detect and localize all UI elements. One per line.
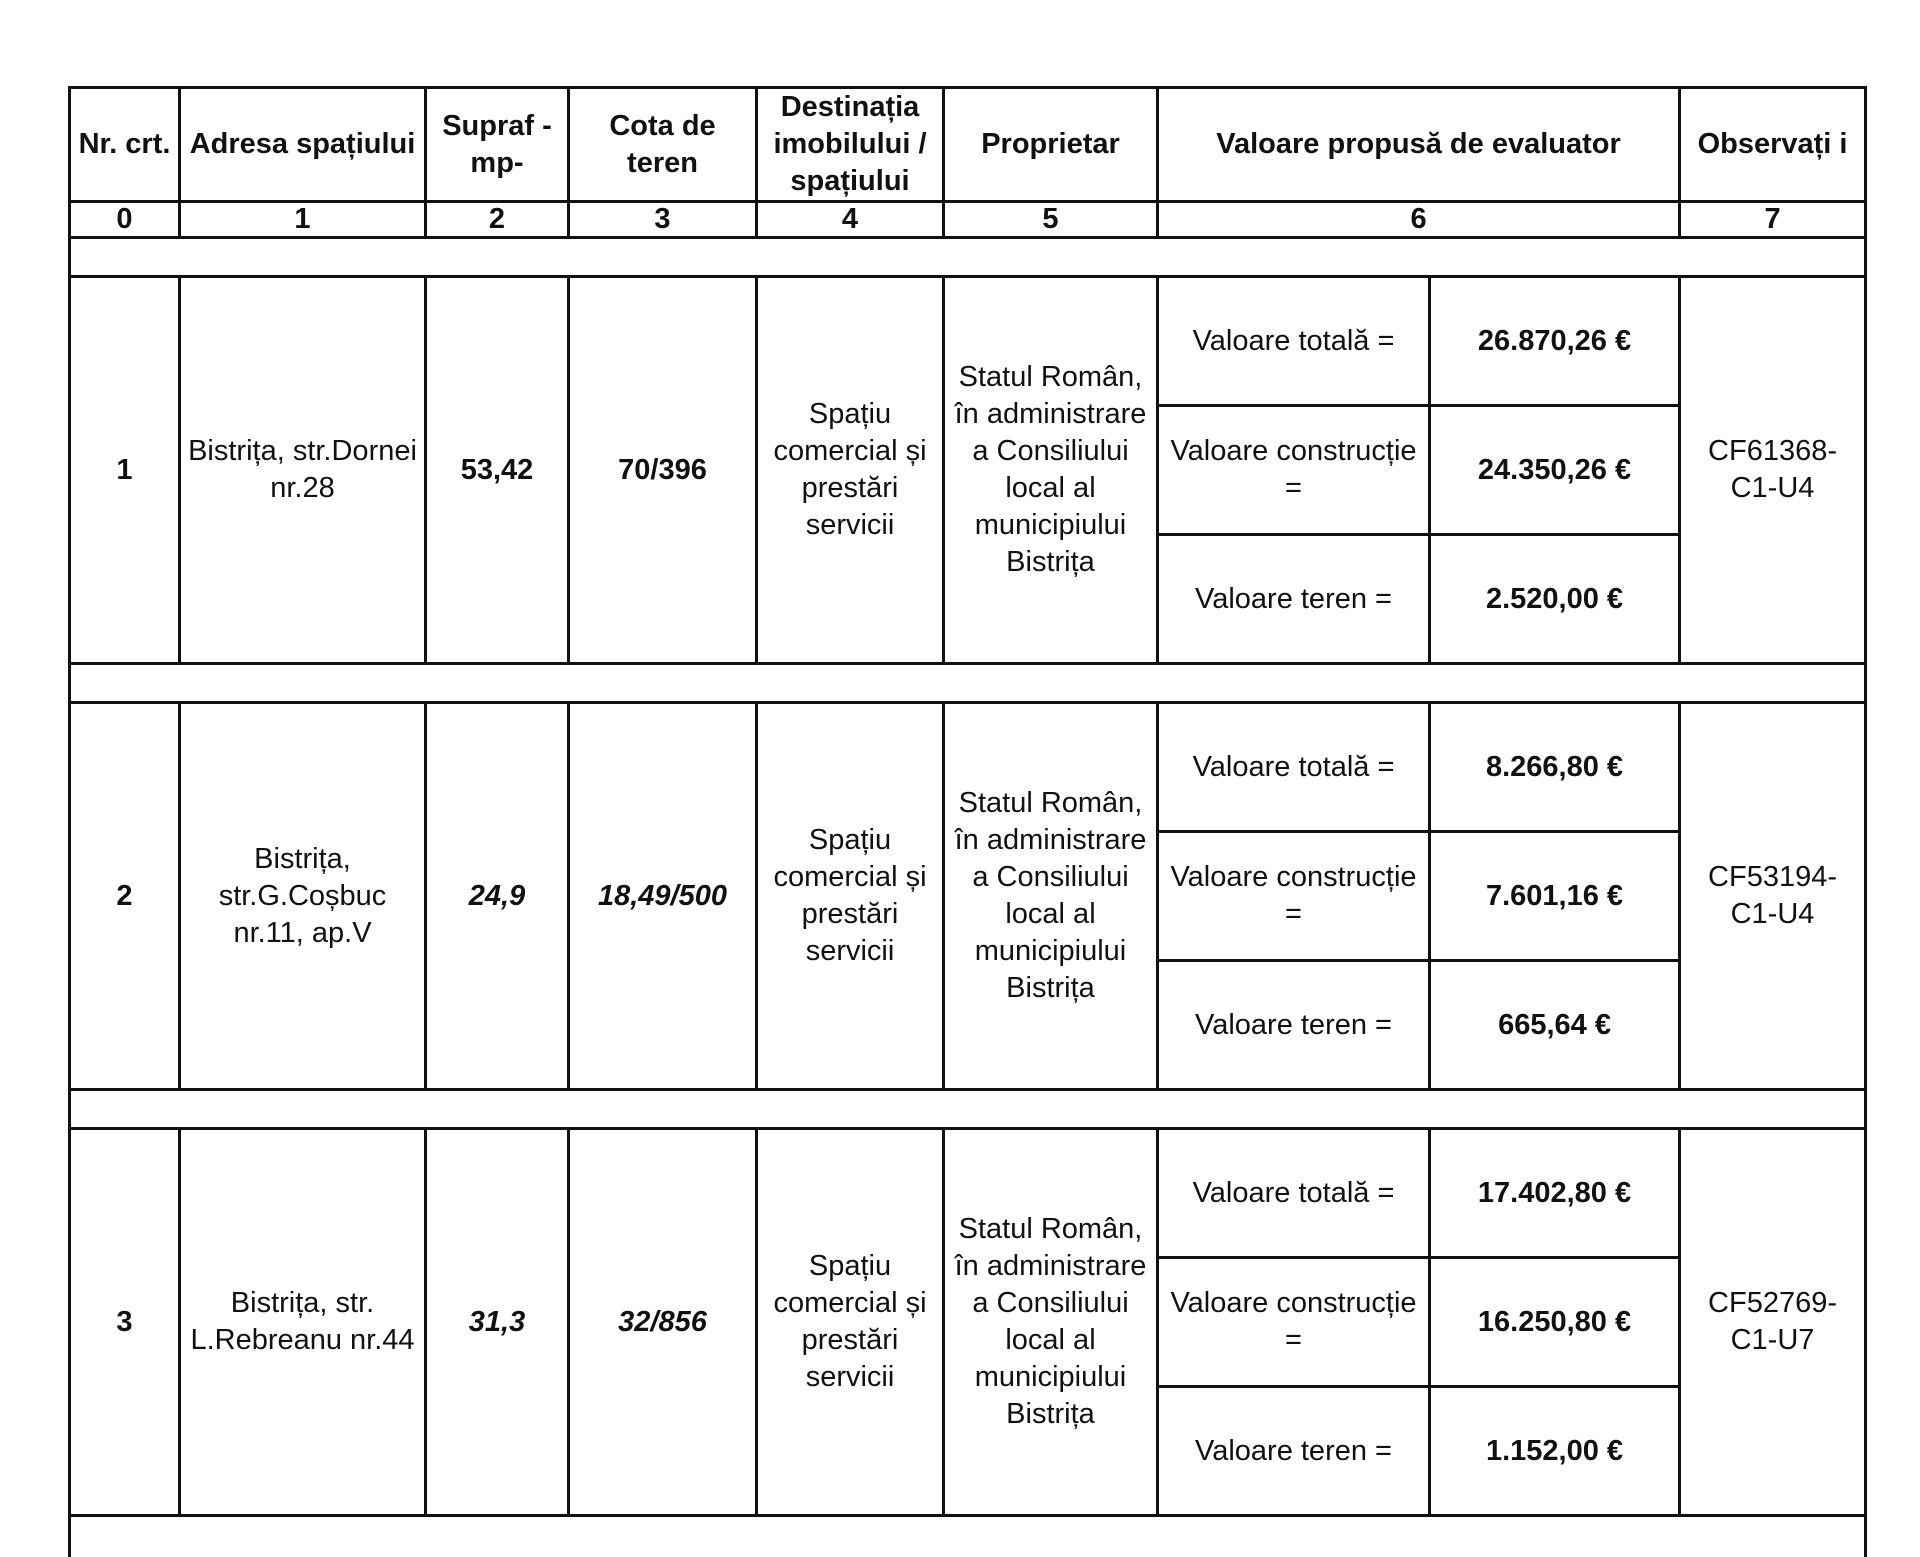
value-amount: 7.601,16 € [1430, 832, 1680, 961]
cell-cota: 18,49/500 [569, 703, 757, 1090]
column-number: 5 [944, 202, 1158, 238]
value-label: Valoare totală = [1158, 277, 1430, 406]
value-amount: 26.870,26 € [1430, 277, 1680, 406]
column-number-row [70, 202, 1866, 238]
valuation-table-sheet [68, 86, 1864, 1557]
value-amount: 17.402,80 € [1430, 1129, 1680, 1258]
cell-destinatia: Spațiu comercial și prestări servicii [757, 277, 944, 664]
cell-destinatia: Spațiu comercial și prestări servicii [757, 1129, 944, 1516]
column-number: 2 [426, 202, 569, 238]
value-amount: 24.350,26 € [1430, 406, 1680, 535]
cell-observatii: CF53194-C1-U4 [1680, 703, 1866, 1090]
separator-cell [70, 664, 1866, 703]
header-destinatia: Destinația imobilului / spațiului [757, 88, 944, 202]
separator-cell [70, 238, 1866, 277]
cell-nr: 3 [70, 1129, 180, 1516]
cell-nr: 2 [70, 703, 180, 1090]
cell-observatii: CF61368-C1-U4 [1680, 277, 1866, 664]
cell-supraf: 53,42 [426, 277, 569, 664]
value-label: Valoare teren = [1158, 1387, 1430, 1516]
cell-cota: 32/856 [569, 1129, 757, 1516]
column-number: 3 [569, 202, 757, 238]
valuation-table [68, 86, 1867, 1557]
value-label: Valoare teren = [1158, 535, 1430, 664]
cell-supraf: 24,9 [426, 703, 569, 1090]
value-label: Valoare totală = [1158, 703, 1430, 832]
cell-adresa: Bistrița, str.Dornei nr.28 [180, 277, 426, 664]
column-number: 6 [1158, 202, 1680, 238]
column-number: 7 [1680, 202, 1866, 238]
cell-proprietar: Statul Român, în administrare a Consiliului local al municipiului Bistrița [944, 703, 1158, 1090]
cell-proprietar: Statul Român, în administrare a Consiliului local al municipiului Bistrița [944, 1129, 1158, 1516]
separator-row [70, 664, 1866, 703]
cell-supraf: 31,3 [426, 1129, 569, 1516]
column-number: 1 [180, 202, 426, 238]
header-supraf: Supraf -mp- [426, 88, 569, 202]
value-amount: 2.520,00 € [1430, 535, 1680, 664]
header-valoare: Valoare propusă de evaluator [1158, 88, 1680, 202]
trailing-separator-row [70, 1516, 1866, 1557]
header-nr: Nr. crt. [70, 88, 180, 202]
column-number: 0 [70, 202, 180, 238]
header-proprietar: Proprietar [944, 88, 1158, 202]
value-amount: 8.266,80 € [1430, 703, 1680, 832]
table-row [70, 1129, 1866, 1258]
value-label: Valoare totală = [1158, 1129, 1430, 1258]
cell-nr: 1 [70, 277, 180, 664]
value-label: Valoare construcție = [1158, 1258, 1430, 1387]
header-observatii: Observați i [1680, 88, 1866, 202]
separator-row [70, 1090, 1866, 1129]
cell-destinatia: Spațiu comercial și prestări servicii [757, 703, 944, 1090]
header-adresa: Adresa spațiului [180, 88, 426, 202]
cell-adresa: Bistrița, str.G.Coșbuc nr.11, ap.V [180, 703, 426, 1090]
header-row [70, 88, 1866, 202]
value-amount: 16.250,80 € [1430, 1258, 1680, 1387]
cell-proprietar: Statul Român, în administrare a Consiliului local al municipiului Bistrița [944, 277, 1158, 664]
value-label: Valoare teren = [1158, 961, 1430, 1090]
cell-adresa: Bistrița, str. L.Rebreanu nr.44 [180, 1129, 426, 1516]
value-amount: 1.152,00 € [1430, 1387, 1680, 1516]
separator-cell [70, 1516, 1866, 1557]
value-label: Valoare construcție = [1158, 406, 1430, 535]
separator-cell [70, 1090, 1866, 1129]
table-row [70, 703, 1866, 832]
separator-row [70, 238, 1866, 277]
value-amount: 665,64 € [1430, 961, 1680, 1090]
column-number: 4 [757, 202, 944, 238]
cell-cota: 70/396 [569, 277, 757, 664]
value-label: Valoare construcție = [1158, 832, 1430, 961]
cell-observatii: CF52769-C1-U7 [1680, 1129, 1866, 1516]
table-row [70, 277, 1866, 406]
header-cota: Cota de teren [569, 88, 757, 202]
